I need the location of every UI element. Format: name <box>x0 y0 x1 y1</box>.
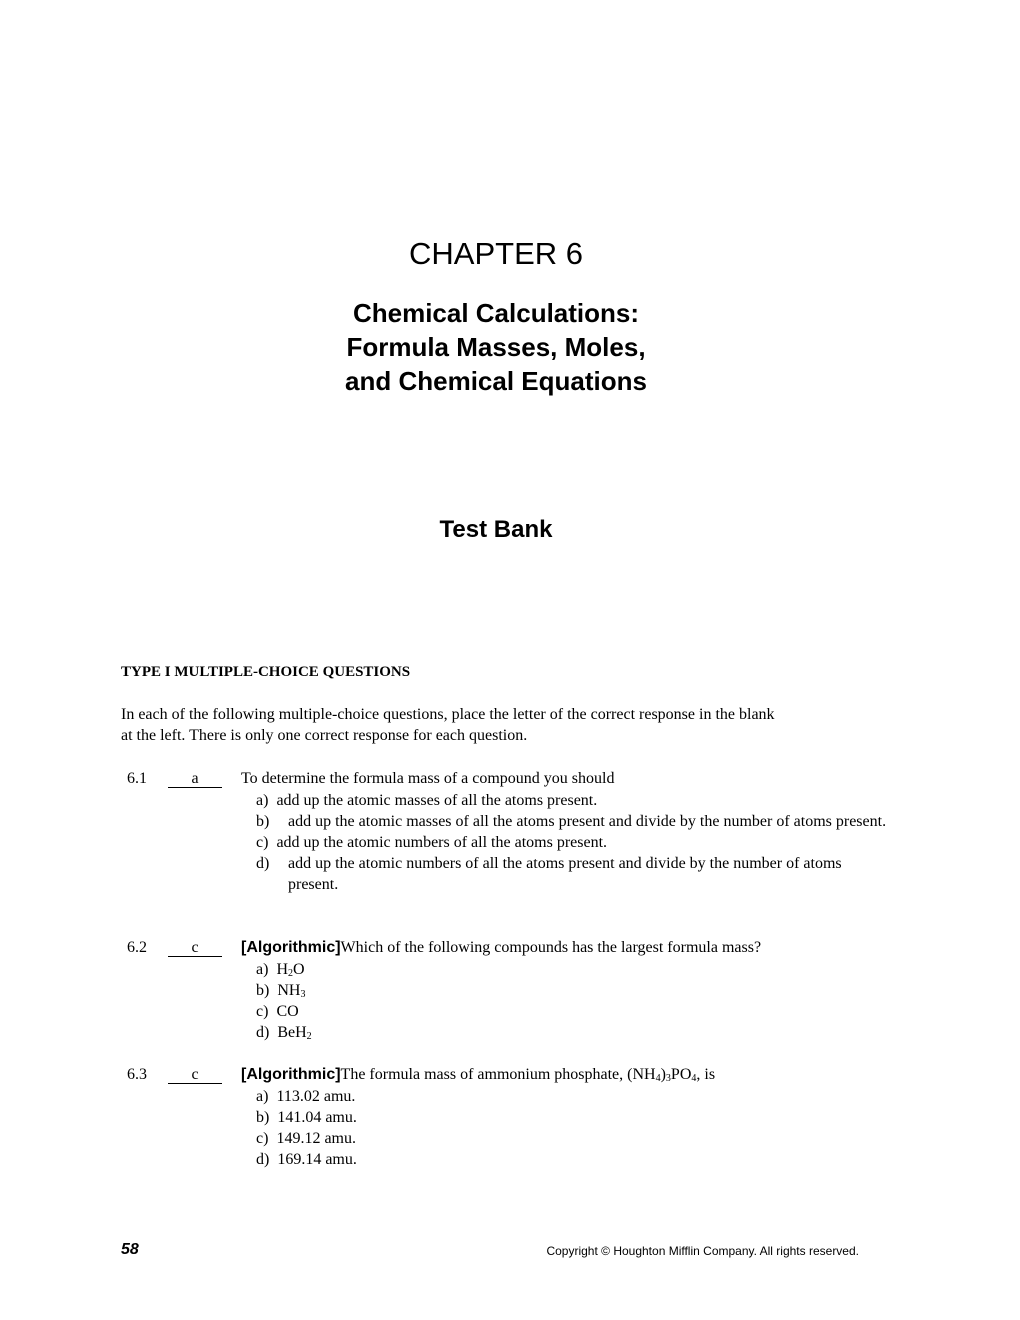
page-number: 58 <box>121 1241 139 1258</box>
answer-blank <box>168 1066 222 1084</box>
option-text: 113.02 amu. <box>276 1088 356 1105</box>
chapter-subtitle <box>0 296 992 398</box>
question-number: 6.3 <box>127 1066 147 1083</box>
option-c <box>256 1001 876 1022</box>
option-text: add up the atomic masses of all the atoms present and divide by the number of atoms present. <box>288 813 887 830</box>
instructions-line-2: at the left. There is only one correct response for each question. <box>121 727 528 744</box>
option-letter: d) <box>256 1151 270 1168</box>
options-6-3 <box>256 1086 876 1170</box>
option-text: add up the atomic numbers of all the atoms present. <box>276 834 608 851</box>
option-b <box>256 1107 876 1128</box>
option-d <box>256 1149 876 1170</box>
option-letter: a) <box>256 792 269 809</box>
option-b <box>256 980 876 1001</box>
option-c <box>256 832 876 853</box>
option-letter: d) <box>256 855 270 872</box>
chapter-title: CHAPTER 6 <box>409 236 583 271</box>
copyright-notice: Copyright © Houghton Mifflin Company. All rights reserved. <box>546 1244 859 1258</box>
section-heading: TYPE I MULTIPLE-CHOICE QUESTIONS <box>121 664 411 680</box>
option-text: add up the atomic masses of all the atoms present. <box>276 792 598 809</box>
question-number: 6.1 <box>127 770 147 787</box>
question-stem: To determine the formula mass of a compound you should <box>241 770 615 787</box>
answer-blank <box>168 770 222 788</box>
option-a <box>256 959 876 980</box>
options-6-2 <box>256 959 876 1043</box>
instructions-line-1: In each of the following multiple-choice questions, place the letter of the correct response in the blank <box>121 706 775 723</box>
option-text: add up the atomic numbers of all the atoms present and divide by the number of atoms present. <box>288 855 842 893</box>
option-letter: b) <box>256 813 270 830</box>
answer-blank <box>168 939 222 957</box>
option-letter: a) <box>256 961 269 978</box>
formula-nh3: $NH_3$ <box>277 982 306 1000</box>
question-number: 6.2 <box>127 939 147 956</box>
options-6-1 <box>256 790 887 895</box>
option-text: 141.04 amu. <box>277 1109 357 1126</box>
option-text: 169.14 amu. <box>277 1151 357 1168</box>
formula-h2o: $H_2O$ <box>276 961 305 979</box>
test-bank-heading: Test Bank <box>439 516 553 543</box>
option-c <box>256 1128 876 1149</box>
answer-letter: c <box>168 1066 222 1084</box>
option-letter: c) <box>256 1130 269 1147</box>
instructions <box>121 704 881 746</box>
algorithmic-tag: [Algorithmic] <box>241 939 341 956</box>
formula-co: CO <box>276 1003 299 1020</box>
formula-beh2: BeH$_2$ <box>277 1024 312 1042</box>
question-stem: [Algorithmic]The formula mass of ammonium phosphate, $(NH_4)_3PO_4$, is <box>241 1066 716 1084</box>
answer-letter: c <box>168 939 222 957</box>
subtitle-line-2: Formula Masses, Moles, <box>346 332 646 362</box>
option-b <box>256 811 898 832</box>
option-letter: a) <box>256 1088 269 1105</box>
answer-letter: a <box>168 770 222 788</box>
option-text: 149.12 amu. <box>276 1130 356 1147</box>
option-letter: c) <box>256 1003 269 1020</box>
question-stem <box>241 939 761 957</box>
option-d <box>256 1022 876 1043</box>
option-d <box>256 853 888 895</box>
stem-text: Which of the following compounds has the largest formula mass? <box>340 939 762 956</box>
algorithmic-tag: [Algorithmic] <box>241 1066 341 1083</box>
option-letter: c) <box>256 834 269 851</box>
subtitle-line-1: Chemical Calculations: <box>352 298 640 328</box>
subtitle-line-3: and Chemical Equations <box>345 366 647 396</box>
option-a <box>256 1086 876 1107</box>
option-a <box>256 790 876 811</box>
option-letter: b) <box>256 1109 270 1126</box>
option-letter: b) <box>256 982 270 999</box>
option-letter: d) <box>256 1024 270 1041</box>
